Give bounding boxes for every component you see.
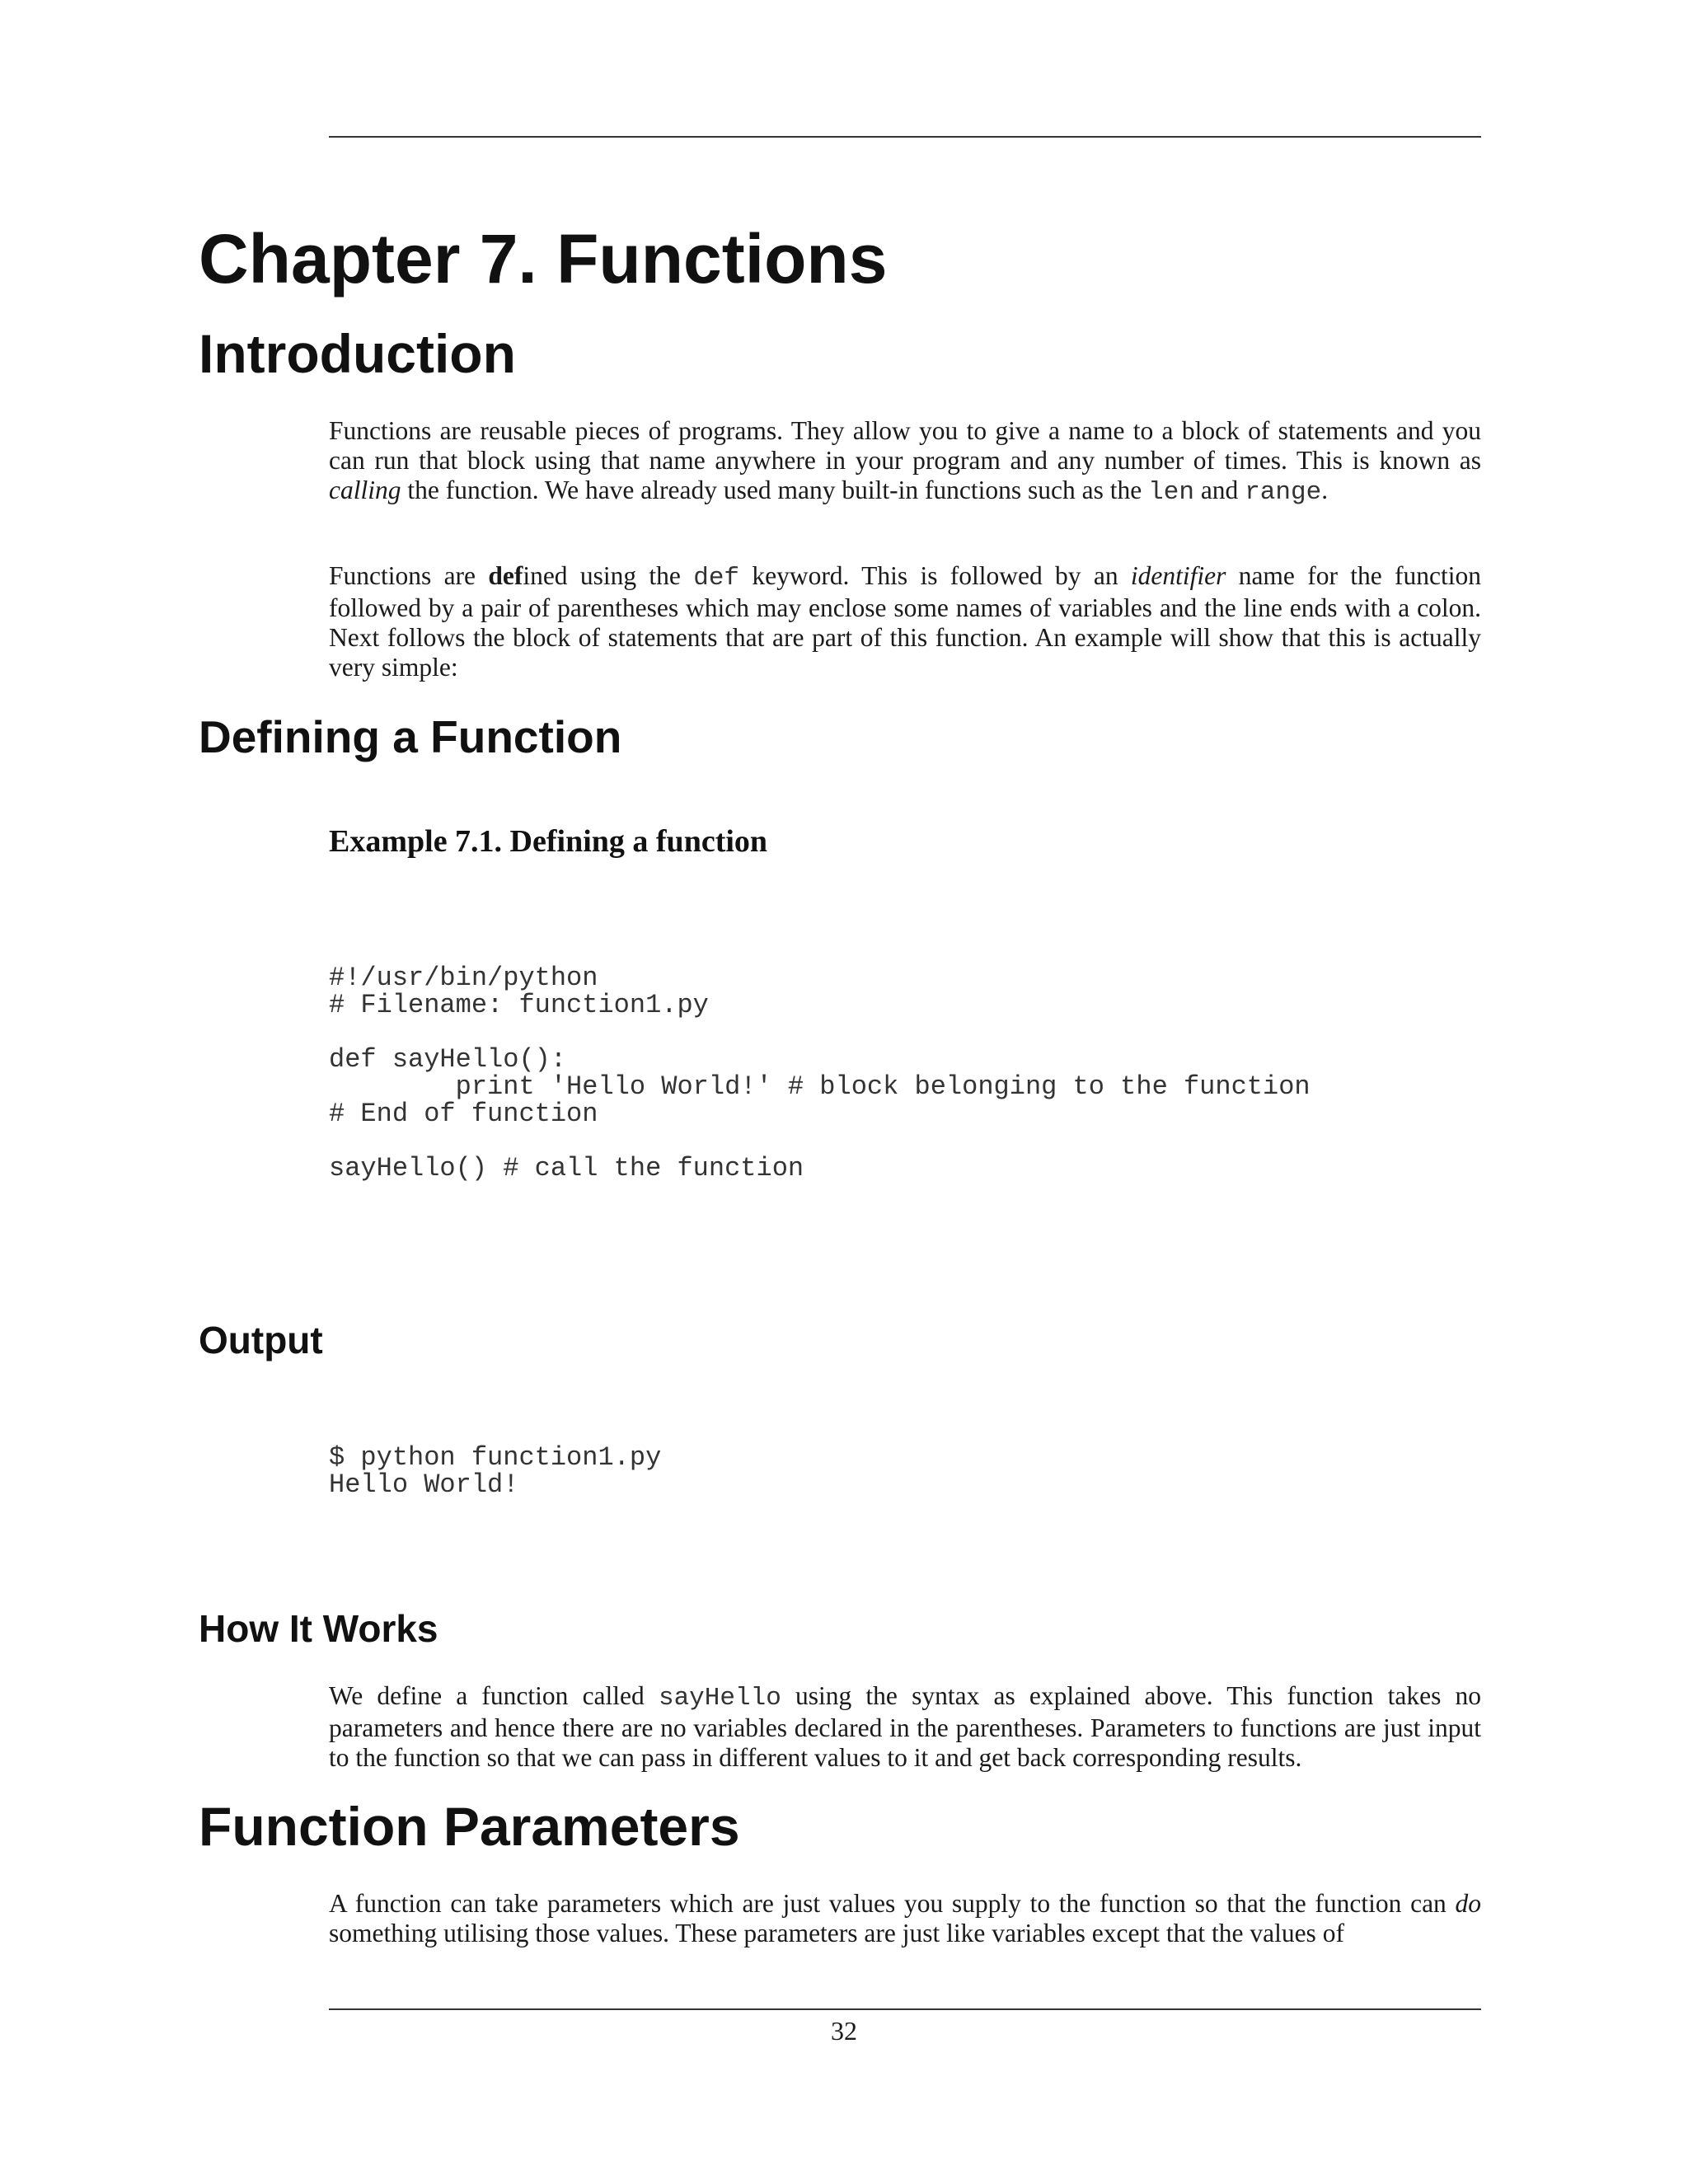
page-number: 32 bbox=[831, 2016, 857, 2046]
header-rule bbox=[329, 136, 1481, 138]
section-heading-how-it-works: How It Works bbox=[199, 1607, 438, 1650]
section-heading-defining: Defining a Function bbox=[199, 711, 622, 762]
how-it-works-paragraph: We define a function called sayHello using the syntax as explained above. This function takes no parameters and hence there are no variables declared in the parentheses. Parameters to functions are just input to the function so that we can pass in different values to it and get back corresponding results. bbox=[329, 1681, 1482, 1772]
len-code: len bbox=[1148, 478, 1194, 507]
sayhello-code: sayHello bbox=[658, 1684, 781, 1713]
section-heading-introduction: Introduction bbox=[199, 323, 516, 384]
do-emphasis: do bbox=[1455, 1889, 1481, 1918]
section-heading-output: Output bbox=[199, 1319, 323, 1361]
def-code: def bbox=[693, 564, 740, 593]
def-bold: def bbox=[488, 561, 523, 590]
chapter-title: Chapter 7. Functions bbox=[199, 220, 888, 298]
identifier-emphasis: identifier bbox=[1130, 561, 1226, 590]
output-listing: $ python function1.py Hello World! bbox=[329, 1442, 662, 1500]
intro-paragraph-1: Functions are reusable pieces of programs. They allow you to give a name to a block of statements and you can run that block using that name anywhere in your program and any number of times. This is known as calling the function. We have already used many built-in functions such as the len and range. bbox=[329, 416, 1481, 507]
example-title: Example 7.1. Defining a function bbox=[329, 824, 768, 859]
parameters-paragraph: A function can take parameters which are just values you supply to the function so that the function can do something utilising those values. These parameters are just like variables except that the values of bbox=[329, 1889, 1481, 1947]
code-listing: #!/usr/bin/python # Filename: function1.py def sayHello(): print 'Hello World!' # block belonging to the function # End of function sayHello() # call the function bbox=[329, 963, 1311, 1183]
section-heading-function-parameters: Function Parameters bbox=[199, 1796, 740, 1857]
range-code: range bbox=[1245, 478, 1322, 507]
intro-paragraph-2: Functions are defined using the def keyword. This is followed by an identifier name for the function followed by a pair of parentheses which may enclose some names of variables and the line ends with a colon. Next follows the block of statements that are part of this function. An example will show that this is actually very simple: bbox=[329, 561, 1482, 682]
calling-emphasis: calling bbox=[329, 476, 401, 504]
